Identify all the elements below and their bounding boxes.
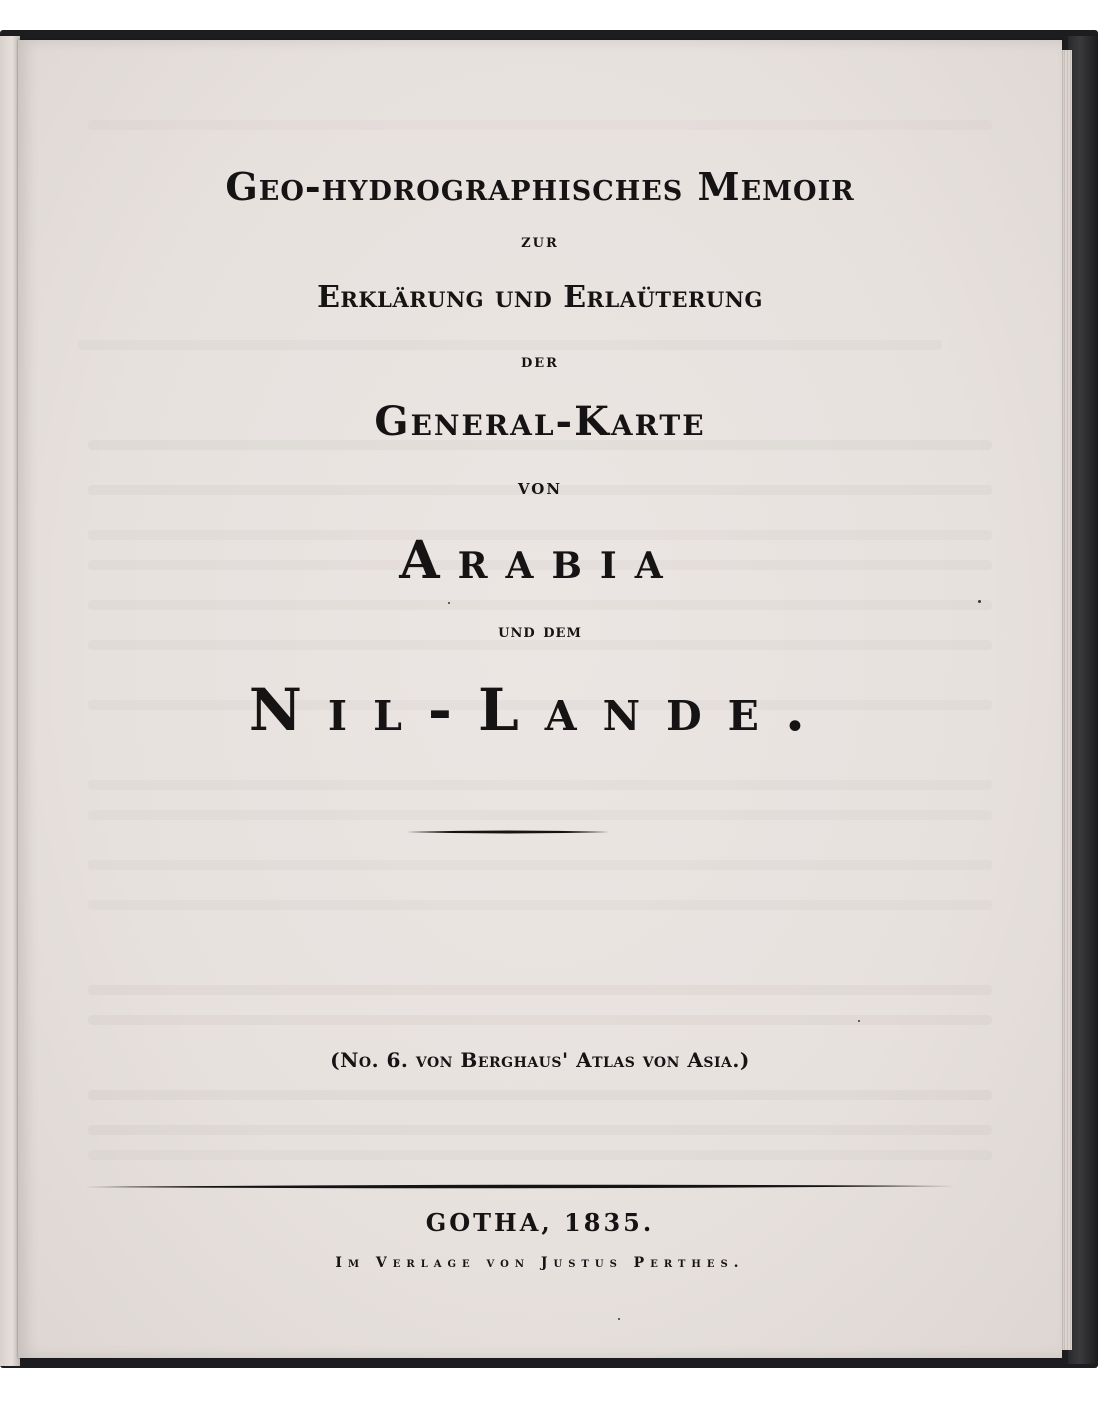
show-through bbox=[88, 985, 992, 995]
book-spine-edge bbox=[1068, 36, 1098, 1364]
show-through bbox=[88, 1150, 992, 1160]
region-nil-lande: Nil-Lande. bbox=[248, 676, 832, 744]
show-through bbox=[88, 1125, 992, 1135]
subtitle-general-karte: General-Karte bbox=[374, 398, 706, 445]
ornamental-rule bbox=[406, 830, 610, 834]
paper-speck bbox=[858, 1020, 860, 1022]
subtitle-erklaerung: Erklärung und Erlaüterung bbox=[317, 280, 763, 315]
facing-page-edge bbox=[0, 36, 20, 1366]
show-through bbox=[88, 120, 992, 130]
word-zur: zur bbox=[521, 230, 559, 252]
paper-speck bbox=[978, 600, 981, 603]
atlas-reference: (No. 6. von Berghaus' Atlas von Asia.) bbox=[330, 1048, 750, 1072]
imprint-publisher: Im Verlage von Justus Perthes. bbox=[335, 1255, 745, 1271]
show-through bbox=[88, 900, 992, 910]
title-page bbox=[18, 40, 1062, 1358]
words-und-dem: und dem bbox=[498, 620, 582, 642]
show-through bbox=[88, 780, 992, 790]
main-title: Geo-hydrographisches Memoir bbox=[225, 164, 855, 209]
paper-speck bbox=[448, 602, 450, 604]
show-through bbox=[88, 1090, 992, 1100]
show-through bbox=[78, 340, 942, 350]
show-through bbox=[88, 810, 992, 820]
region-arabia: Arabia bbox=[399, 530, 681, 591]
show-through bbox=[88, 860, 992, 870]
word-von: von bbox=[517, 474, 563, 499]
paper-speck bbox=[618, 1318, 620, 1320]
divider-rule bbox=[84, 1184, 954, 1190]
show-through bbox=[88, 1015, 992, 1025]
word-der: der bbox=[521, 350, 559, 372]
imprint-place-year: GOTHA, 1835. bbox=[425, 1208, 655, 1237]
show-through bbox=[88, 600, 992, 610]
